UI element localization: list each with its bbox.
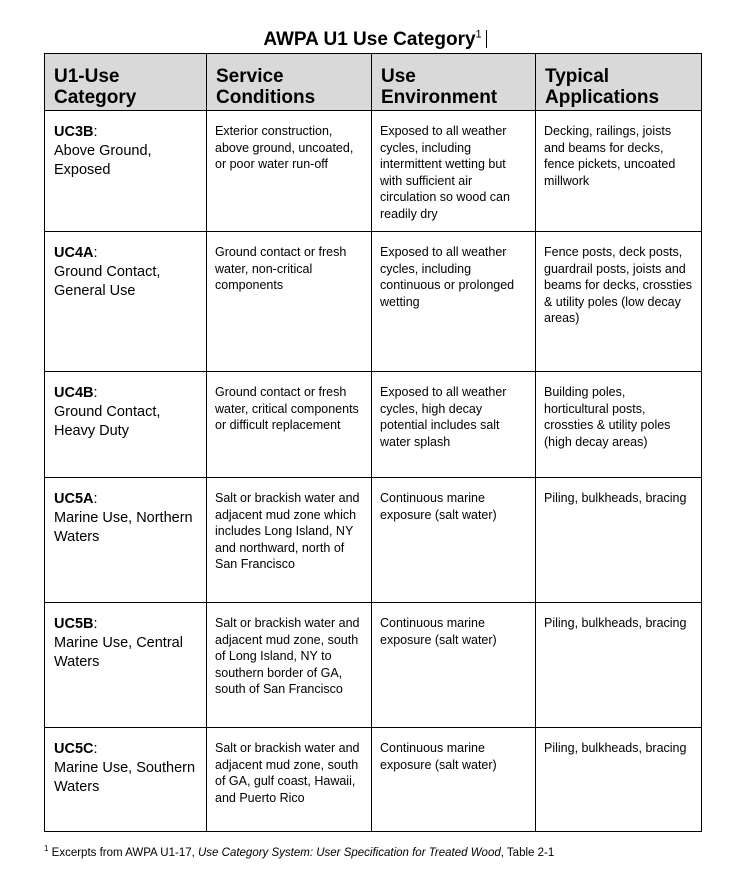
use-environment-cell: Exposed to all weather cycles, including continuous or prolonged wetting	[372, 232, 536, 372]
category-cell: UC4B: Ground Contact, Heavy Duty	[45, 372, 207, 478]
category-description: Marine Use, Southern Waters	[54, 760, 196, 795]
category-cell: UC5C: Marine Use, Southern Waters	[45, 728, 207, 832]
footnote-italic-title: Use Category System: User Specification for Treated Wood	[198, 847, 501, 859]
typical-applications-cell: Decking, railings, joists and beams for decks, fence pickets, uncoated millwork	[536, 111, 702, 232]
service-conditions-cell: Ground contact or fresh water, non-critical components	[207, 232, 372, 372]
use-category-table	[44, 53, 702, 832]
title-footnote-mark: 1	[475, 28, 482, 41]
use-environment-cell: Exposed to all weather cycles, high decay potential includes salt water splash	[372, 372, 536, 478]
table-row	[45, 232, 702, 372]
use-environment-cell: Continuous marine exposure (salt water)	[372, 728, 536, 832]
typical-applications-cell: Piling, bulkheads, bracing	[536, 478, 702, 603]
service-conditions-cell: Salt or brackish water and adjacent mud zone, south of GA, gulf coast, Hawaii, and Puerto Rico	[207, 728, 372, 832]
table-header-row	[45, 54, 702, 111]
table-row	[45, 372, 702, 478]
category-code: UC5A	[54, 491, 94, 507]
category-description: Marine Use, Central Waters	[54, 635, 183, 670]
category-cell: UC5A: Marine Use, Northern Waters	[45, 478, 207, 603]
typical-applications-cell: Piling, bulkheads, bracing	[536, 728, 702, 832]
category-code: UC4B	[54, 385, 94, 401]
header-typical-applications: Typical Applications	[536, 54, 702, 111]
category-cell: UC4A: Ground Contact, General Use	[45, 232, 207, 372]
typical-applications-cell: Building poles, horticultural posts, crossties & utility poles (high decay areas)	[536, 372, 702, 478]
category-code: UC4A	[54, 245, 94, 261]
category-cell: UC3B: Above Ground, Exposed	[45, 111, 207, 232]
table-row	[45, 478, 702, 603]
table-row	[45, 111, 702, 232]
category-code: UC5C	[54, 741, 94, 757]
title-text: AWPA U1 Use Category	[263, 29, 476, 50]
category-description: Ground Contact, Heavy Duty	[54, 404, 161, 439]
category-description: Ground Contact, General Use	[54, 264, 161, 299]
service-conditions-cell: Exterior construction, above ground, uncoated, or poor water run-off	[207, 111, 372, 232]
table-row	[45, 603, 702, 728]
category-code: UC5B	[54, 616, 94, 632]
service-conditions-cell: Salt or brackish water and adjacent mud zone which includes Long Island, NY and northward, north of San Francisco	[207, 478, 372, 603]
service-conditions-cell: Salt or brackish water and adjacent mud zone, south of Long Island, NY to southern border of GA, south of San Francisco	[207, 603, 372, 728]
category-description: Above Ground, Exposed	[54, 143, 152, 178]
header-service-conditions: Service Conditions	[207, 54, 372, 111]
category-cell: UC5B: Marine Use, Central Waters	[45, 603, 207, 728]
use-environment-cell: Continuous marine exposure (salt water)	[372, 478, 536, 603]
typical-applications-cell: Piling, bulkheads, bracing	[536, 603, 702, 728]
header-use-environment: Use Environment	[372, 54, 536, 111]
footnote-prefix: Excerpts from AWPA U1-17,	[48, 847, 198, 859]
use-environment-cell: Continuous marine exposure (salt water)	[372, 603, 536, 728]
text-cursor	[486, 30, 487, 48]
footnote-suffix: , Table 2-1	[500, 847, 555, 859]
header-use-category: U1-Use Category	[45, 54, 207, 111]
footnote	[44, 846, 554, 861]
category-description: Marine Use, Northern Waters	[54, 510, 193, 545]
document-title	[0, 28, 750, 52]
service-conditions-cell: Ground contact or fresh water, critical components or difficult replacement	[207, 372, 372, 478]
use-environment-cell: Exposed to all weather cycles, including intermittent wetting but with sufficient air circulation so wood can readily dry	[372, 111, 536, 232]
category-code: UC3B	[54, 124, 94, 140]
table-row	[45, 728, 702, 832]
typical-applications-cell: Fence posts, deck posts, guardrail posts, joists and beams for decks, crossties & utility poles (low decay areas)	[536, 232, 702, 372]
footnote-mark: 1	[44, 844, 49, 854]
